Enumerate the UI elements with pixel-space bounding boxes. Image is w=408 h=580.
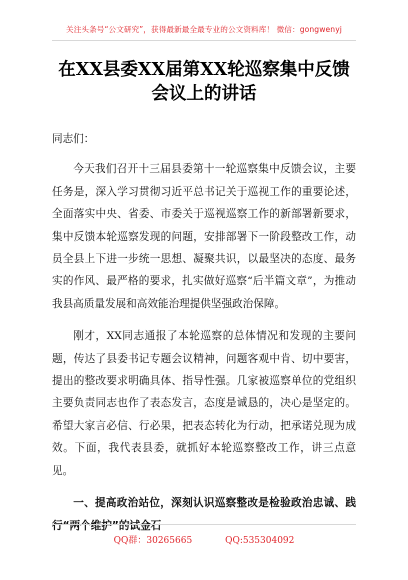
- title-line-2: 会议上的讲话: [151, 84, 257, 104]
- footer-contact: [0, 533, 408, 546]
- document-body: [52, 128, 356, 537]
- footer-qq: QQ:535304092: [225, 536, 295, 546]
- footer-divider: [52, 524, 356, 525]
- title-line-1: 在XX县委XX届第XX轮巡察集中反馈: [58, 60, 350, 80]
- header-divider: [52, 40, 356, 41]
- document-title: [40, 58, 368, 106]
- paragraph-1: 今天我们召开十三届县委第十一轮巡察集中反馈会议，主要任务是，深入学习贯彻习近平总书记关于巡视工作的重要论述，全面落实中央、省委、市委关于巡视巡察工作的新部署新要求，集中反馈本轮巡察发现的问题，安排部署下一阶段整改工作，动员全县上下进一步统一思想、凝聚共识，以最坚决的态度、最务实的作风、最严格的要求，扎实做好巡察“后半篇文章”，为推动我县高质量发展和高效能治理提供坚强政治保障。: [52, 163, 356, 310]
- promo-header: 关注头条号“公文研究”，获得最新最全最专业的公文资料库！ 微信：gongwenyj: [66, 25, 342, 34]
- salutation: 同志们：: [52, 133, 95, 145]
- paragraph-2: 刚才，XX同志通报了本轮巡察的总体情况和发现的主要问题，传达了县委书记专题会议精神，问题客观中肯、切中要害，提出的整改要求明确具体、指导性强。几家被巡察单位的党组织主要负责同志也作了表态发言，态度是诚恳的，决心是坚定的。希望大家言必信、行必果，把表态转化为行动，把承诺兑现为成效。下面，我代表县委，就抓好本轮巡察整改工作，讲三点意见。: [52, 330, 356, 477]
- footer-qq-group: QQ群：30265665: [113, 536, 193, 546]
- section-heading-1: 一、提高政治站位，深刻认识巡察整改是检验政治忠诚、践行“两个维护”的试金石: [52, 497, 356, 532]
